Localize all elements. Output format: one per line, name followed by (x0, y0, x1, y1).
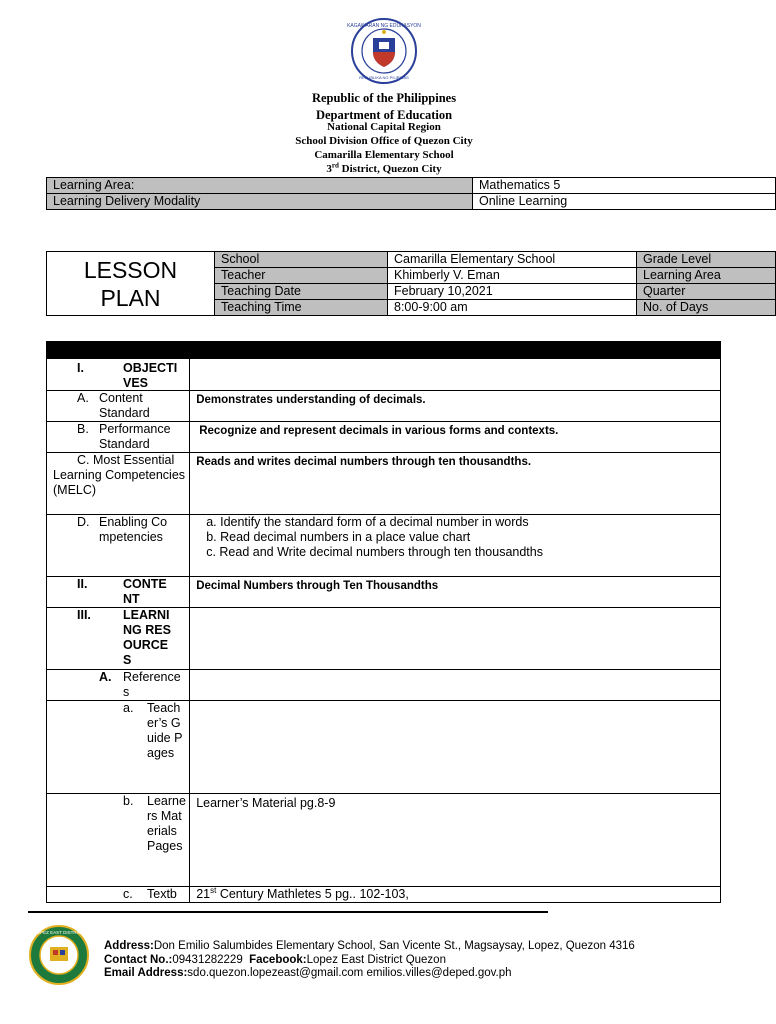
school-label: School (215, 252, 388, 268)
resources-label: LEARNING RESOURCES (123, 608, 171, 667)
footer-email (104, 967, 512, 980)
teacher-label: Teacher (215, 268, 388, 284)
address-label: Address: (104, 940, 154, 952)
quarter-label: Quarter (637, 284, 776, 300)
lm-letter: b. (123, 794, 134, 808)
enabling-letter: D. (77, 515, 90, 529)
table-row-melc (47, 453, 721, 515)
textbook-value-sup: st (210, 885, 217, 895)
modality-label: Learning Delivery Modality (47, 194, 473, 210)
header-block-2 (0, 120, 768, 176)
table-row-performance-standard (47, 422, 721, 453)
learning-area-table (46, 177, 776, 210)
textbook-value (190, 887, 721, 903)
table-row (47, 194, 776, 210)
header-line-5: Camarilla Elementary School (314, 149, 454, 161)
facebook-value[interactable]: Lopez East District Quezon (306, 954, 446, 966)
content-standard-label: Content Standard (99, 391, 150, 420)
table-row-objectives (47, 359, 721, 391)
table-row-resources (47, 608, 721, 670)
modality-value: Online Learning (473, 194, 776, 210)
header-line-3: National Capital Region (327, 121, 441, 133)
header-line-2: Department of Education (315, 108, 453, 122)
district-number: 3 (326, 163, 332, 175)
melc-value: Reads and writes decimal numbers through ten thousandths. (190, 453, 721, 515)
tg-label: Teacher’s Guide Pages (147, 701, 183, 760)
header-block-1 (0, 90, 768, 124)
table-row-textbook (47, 887, 721, 903)
content-number: II. (77, 577, 88, 591)
footer-address (104, 940, 635, 953)
lm-value: Learner’s Material pg.8-9 (190, 794, 721, 887)
content-value: Decimal Numbers through Ten Thousandths (190, 577, 721, 608)
learning-area-value: Mathematics 5 (473, 178, 776, 194)
seal-text-top: KAGAWARAN NG EDUKASYON (347, 23, 421, 29)
seal-text-bottom: REPUBLIKA NG PILIPINAS (359, 75, 409, 80)
learning-area-label: Learning Area: (47, 178, 473, 194)
table-row-learners-materials (47, 794, 721, 887)
performance-standard-value: Recognize and represent decimals in various forms and contexts. (190, 422, 721, 453)
objectives-number: I. (77, 361, 84, 375)
teaching-date-value: February 10,2021 (388, 284, 637, 300)
contact-value: 09431282229 (172, 954, 243, 966)
district-logo-icon (29, 925, 89, 985)
footer-divider (28, 911, 548, 913)
district-suffix: rd (331, 161, 339, 170)
teacher-value: Khimberly V. Eman (388, 268, 637, 284)
objectives-label: OBJECTIVES (123, 361, 178, 390)
grade-level-label: Grade Level (637, 252, 776, 268)
header-line-6 (0, 162, 768, 176)
list-item: a. Identify the standard form of a decimal number in words (206, 515, 529, 529)
teaching-date-label: Teaching Date (215, 284, 388, 300)
content-standard-letter: A. (77, 391, 89, 405)
textbook-value-rest: Century Mathletes 5 pg.. 102-103, (216, 887, 409, 901)
lm-label: Learners Materials Pages (147, 794, 186, 853)
lesson-title-line-2: PLAN (100, 284, 161, 311)
table-row-references (47, 670, 721, 701)
textbook-letter: c. (123, 887, 133, 901)
content-standard-value: Demonstrates understanding of decimals. (190, 391, 721, 422)
district-text: District, Quezon City (338, 163, 442, 175)
performance-standard-letter: B. (77, 422, 89, 436)
header-line-1: Republic of the Philippines (311, 91, 457, 105)
footer-contact (104, 954, 446, 967)
email-label: Email Address: (104, 967, 188, 979)
resources-number: III. (77, 608, 91, 622)
content-label: CONTENT (123, 577, 167, 606)
header-band (47, 342, 721, 359)
lesson-title-line-1: LESSON (83, 256, 178, 283)
learning-area-label-2: Learning Area (637, 268, 776, 284)
table-row-teachers-guide (47, 701, 721, 794)
tg-letter: a. (123, 701, 134, 715)
enabling-list (190, 515, 720, 560)
no-of-days-label: No. of Days (637, 300, 776, 316)
table-row (47, 178, 776, 194)
lesson-plan-title (47, 252, 215, 316)
lesson-content-table (46, 341, 721, 903)
facebook-label: Facebook: (249, 954, 307, 966)
table-row-content-standard (47, 391, 721, 422)
enabling-label: Enabling Competencies (99, 515, 168, 544)
melc-label: C. Most Essential Learning Competencies (MELC) (47, 453, 190, 515)
address-value: Don Emilio Salumbides Elementary School, San Vicente St., Magsaysay, Lopez, Quezon 4316 (153, 940, 635, 952)
logo-text: LOPEZ EAST DISTRICT (34, 930, 84, 935)
textbook-label: Textb (147, 887, 177, 901)
list-item: b. Read decimal numbers in a place value chart (206, 530, 471, 544)
references-label: References (123, 670, 181, 699)
lesson-plan-table (46, 251, 776, 316)
teaching-time-value: 8:00-9:00 am (388, 300, 637, 316)
email-value-2[interactable]: emilios.villes@deped.gov.ph (366, 967, 512, 979)
contact-label: Contact No.: (104, 954, 173, 966)
list-item: c. Read and Write decimal numbers through ten thousandths (206, 545, 543, 559)
references-letter: A. (99, 670, 112, 684)
teaching-time-label: Teaching Time (215, 300, 388, 316)
deped-seal-icon (347, 18, 421, 84)
table-row (47, 252, 776, 268)
email-value-1[interactable]: sdo.quezon.lopezeast@gmail.com (187, 967, 364, 979)
textbook-value-num: 21 (196, 887, 211, 901)
header-line-4: School Division Office of Quezon City (295, 135, 473, 147)
table-row-enabling (47, 515, 721, 577)
performance-standard-label: Performance Standard (99, 422, 171, 451)
school-value: Camarilla Elementary School (388, 252, 637, 268)
table-row-content (47, 577, 721, 608)
